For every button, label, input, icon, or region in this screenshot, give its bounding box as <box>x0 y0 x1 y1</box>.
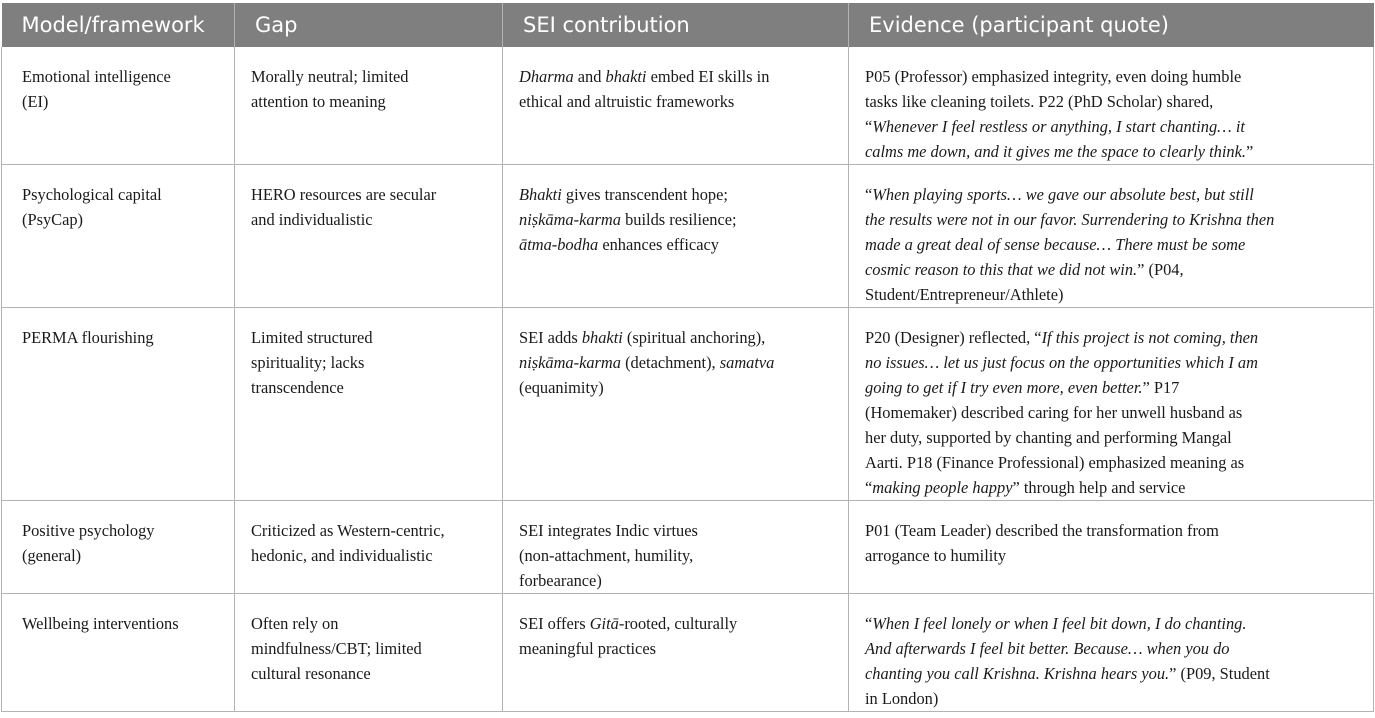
cell-line: spirituality; lacks <box>251 353 365 372</box>
cell-line <box>865 400 1359 425</box>
cell-model <box>2 165 235 308</box>
cell-line: Positive psychology <box>22 521 155 540</box>
table-row <box>2 594 1374 712</box>
cell-model <box>2 47 235 165</box>
cell-line: Limited structured <box>251 328 373 347</box>
cell-line <box>865 450 1359 475</box>
italic-text: samatva <box>719 353 775 372</box>
italic-text: ātma-bodha <box>519 235 599 254</box>
cell-line <box>865 611 1359 636</box>
table-header <box>2 3 1374 47</box>
cell-line <box>865 64 1359 89</box>
italic-text: going to get if I try even more, even better. <box>865 378 1143 397</box>
cell-line <box>865 543 1359 568</box>
cell-line <box>865 475 1359 500</box>
cell-line <box>519 232 834 257</box>
header-gap: Gap <box>235 3 503 47</box>
italic-text: When I feel lonely or when I feel bit down, I do chanting. <box>872 614 1247 633</box>
cell-gap <box>235 501 503 594</box>
table-row <box>2 501 1374 594</box>
header-evidence: Evidence (participant quote) <box>849 3 1374 47</box>
text-run: ” P17 <box>1142 378 1180 397</box>
header-sei-contribution: SEI contribution <box>503 3 849 47</box>
italic-text: bhakti <box>581 328 623 347</box>
cell-sei-contribution <box>503 594 849 712</box>
cell-line: (PsyCap) <box>22 210 84 229</box>
cell-line: Psychological capital <box>22 185 162 204</box>
cell-line <box>865 518 1359 543</box>
cell-line <box>865 350 1359 375</box>
cell-line: attention to meaning <box>251 92 386 111</box>
cell-line: PERMA flourishing <box>22 328 154 347</box>
cell-line <box>865 661 1359 686</box>
text-run: ethical and altruistic frameworks <box>519 92 735 111</box>
italic-text: bhakti <box>605 67 647 86</box>
italic-text: cosmic reason to this that we did not win. <box>865 260 1138 279</box>
cell-line: cultural resonance <box>251 664 371 683</box>
text-run: forbearance) <box>519 571 602 590</box>
cell-line <box>865 182 1359 207</box>
cell-line: Morally neutral; limited <box>251 67 409 86</box>
cell-line <box>865 257 1359 282</box>
cell-model <box>2 594 235 712</box>
header-model-framework: Model/framework <box>2 3 235 47</box>
text-run: in London) <box>865 689 939 708</box>
cell-model <box>2 308 235 501</box>
italic-text: no issues… let us just focus on the opportunities which I am <box>865 353 1258 372</box>
header-row <box>2 3 1374 47</box>
text-run: -rooted, culturally <box>618 614 738 633</box>
table-row <box>2 308 1374 501</box>
text-run: Aarti. P18 (Finance Professional) emphasized meaning as <box>865 453 1245 472</box>
italic-text: chanting you call Krishna. Krishna hears you. <box>865 664 1170 683</box>
cell-gap <box>235 47 503 165</box>
cell-line: HERO resources are secular <box>251 185 437 204</box>
italic-text: Whenever I feel restless or anything, I start chanting… it <box>872 117 1245 136</box>
cell-line <box>519 636 834 661</box>
cell-line: hedonic, and individualistic <box>251 546 433 565</box>
cell-evidence <box>849 594 1374 712</box>
cell-evidence <box>849 47 1374 165</box>
text-run: P20 (Designer) reflected, “ <box>865 328 1042 347</box>
cell-line <box>519 207 834 232</box>
cell-model <box>2 501 235 594</box>
cell-line: and individualistic <box>251 210 373 229</box>
text-run: “ <box>865 614 873 633</box>
text-run: SEI integrates Indic virtues <box>519 521 698 540</box>
cell-line <box>519 350 834 375</box>
italic-text: Bhakti <box>519 185 562 204</box>
italic-text: And afterwards I feel bit better. Because… when you do <box>865 639 1230 658</box>
cell-line: (EI) <box>22 92 49 111</box>
cell-line <box>519 543 834 568</box>
cell-line: Criticized as Western-centric, <box>251 521 445 540</box>
text-run: P05 (Professor) emphasized integrity, even doing humble <box>865 67 1242 86</box>
cell-line <box>865 207 1359 232</box>
cell-gap <box>235 594 503 712</box>
cell-line <box>865 636 1359 661</box>
text-run: and <box>573 67 606 86</box>
text-run: builds resilience; <box>620 210 737 229</box>
cell-line <box>519 568 834 593</box>
text-run: embed EI skills in <box>646 67 770 86</box>
cell-line <box>865 686 1359 711</box>
cell-line <box>519 611 834 636</box>
text-run: Student/Entrepreneur/Athlete) <box>865 285 1064 304</box>
text-run: ” (P04, <box>1137 260 1184 279</box>
italic-text: niṣkāma-karma <box>519 353 621 372</box>
text-run: P01 (Team Leader) described the transformation from <box>865 521 1219 540</box>
cell-line: Often rely on <box>251 614 339 633</box>
cell-line <box>865 139 1359 164</box>
text-run: gives transcendent hope; <box>561 185 728 204</box>
text-run: ” <box>1246 142 1254 161</box>
text-run: ” (P09, Student <box>1169 664 1270 683</box>
text-run: “ <box>865 478 873 497</box>
text-run: meaningful practices <box>519 639 656 658</box>
text-run: (equanimity) <box>519 378 604 397</box>
text-run: SEI offers <box>519 614 590 633</box>
cell-sei-contribution <box>503 308 849 501</box>
text-run: “ <box>865 117 873 136</box>
text-run: (spiritual anchoring), <box>622 328 766 347</box>
cell-line: transcendence <box>251 378 344 397</box>
cell-evidence <box>849 165 1374 308</box>
italic-text: Gitā <box>589 614 619 633</box>
text-run: her duty, supported by chanting and performing Mangal <box>865 428 1232 447</box>
cell-line <box>865 114 1359 139</box>
cell-line <box>519 518 834 543</box>
cell-line <box>865 89 1359 114</box>
cell-line <box>519 89 834 114</box>
cell-line: mindfulness/CBT; limited <box>251 639 422 658</box>
framework-comparison-table <box>1 3 1374 712</box>
text-run: arrogance to humility <box>865 546 1007 565</box>
italic-text: made a great deal of sense because… There must be some <box>865 235 1246 254</box>
cell-line <box>865 232 1359 257</box>
table-row <box>2 165 1374 308</box>
cell-line <box>519 375 834 400</box>
cell-line: Emotional intelligence <box>22 67 171 86</box>
cell-line <box>865 325 1359 350</box>
text-run: “ <box>865 185 873 204</box>
cell-sei-contribution <box>503 47 849 165</box>
text-run: SEI adds <box>519 328 582 347</box>
cell-sei-contribution <box>503 501 849 594</box>
text-run: (detachment), <box>620 353 720 372</box>
cell-evidence <box>849 501 1374 594</box>
table-row <box>2 47 1374 165</box>
cell-line <box>865 425 1359 450</box>
italic-text: calms me down, and it gives me the space to clearly think. <box>865 142 1246 161</box>
cell-sei-contribution <box>503 165 849 308</box>
table-body <box>2 47 1374 712</box>
cell-line <box>519 325 834 350</box>
cell-line: Wellbeing interventions <box>22 614 179 633</box>
italic-text: Dharma <box>519 67 574 86</box>
cell-gap <box>235 308 503 501</box>
text-run: tasks like cleaning toilets. P22 (PhD Scholar) shared, <box>865 92 1214 111</box>
text-run: ” through help and service <box>1012 478 1186 497</box>
cell-line: (general) <box>22 546 82 565</box>
cell-line <box>865 282 1359 307</box>
cell-line <box>519 182 834 207</box>
italic-text: If this project is not coming, then <box>1041 328 1259 347</box>
italic-text: the results were not in our favor. Surrendering to Krishna then <box>865 210 1275 229</box>
italic-text: When playing sports… we gave our absolute best, but still <box>872 185 1254 204</box>
text-run: (Homemaker) described caring for her unwell husband as <box>865 403 1243 422</box>
text-run: enhances efficacy <box>598 235 719 254</box>
italic-text: niṣkāma-karma <box>519 210 621 229</box>
cell-line <box>519 64 834 89</box>
italic-text: making people happy <box>872 478 1013 497</box>
cell-evidence <box>849 308 1374 501</box>
text-run: (non-attachment, humility, <box>519 546 694 565</box>
cell-line <box>865 375 1359 400</box>
cell-gap <box>235 165 503 308</box>
